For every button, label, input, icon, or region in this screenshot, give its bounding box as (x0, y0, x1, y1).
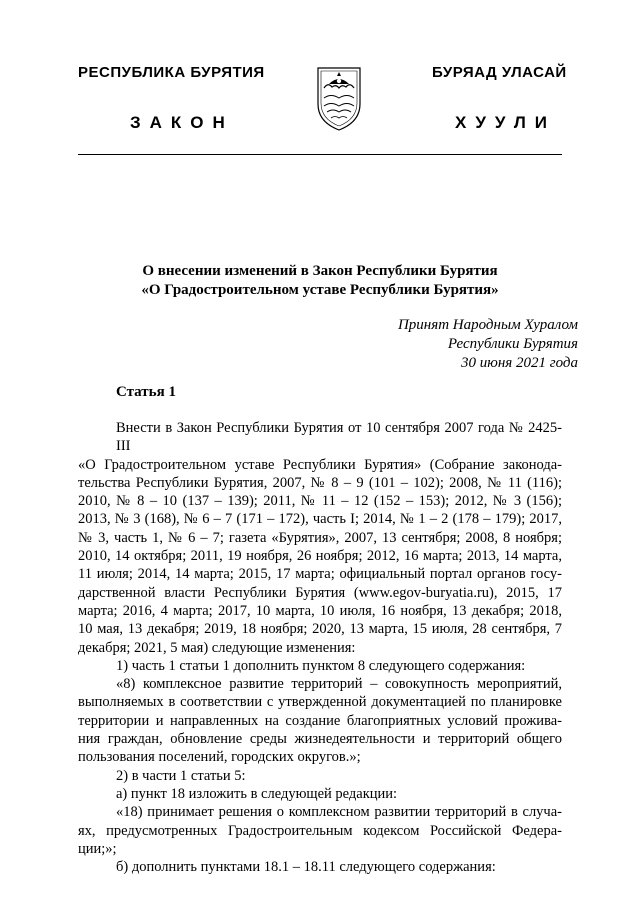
body-line: «8) комплексное развитие территорий – совокупность мероприятий, (116, 676, 562, 693)
body-line: ния граждан, обновление среды жизнедеятельности и территорий общего (78, 731, 562, 748)
body-line: 1) часть 1 статьи 1 дополнить пунктом 8 следующего содержания: (116, 657, 526, 674)
header-law-bur: ХУУЛИ (455, 113, 556, 132)
header-republic-ru: РЕСПУБЛИКА БУРЯТИЯ (78, 64, 265, 81)
body-line: дарственной власти Республики Бурятия (www.egov-buryatia.ru), 2015, 17 (78, 584, 562, 601)
adoption-note (300, 316, 578, 373)
body-line: № 3, часть 1, № 6 – 7; газета «Бурятия», 2007, 13 сентября; 2008, 8 ноября; (78, 529, 562, 546)
adoption-date: 30 июня 2021 года (461, 355, 578, 371)
body-line: «18) принимает решения о комплексном развитии территорий в случа- (116, 804, 562, 821)
adoption-note-line: Принят Народным Хуралом (397, 317, 578, 333)
body-line: б) дополнить пунктами 18.1 – 18.11 следующего содержания: (116, 859, 496, 876)
body-line: территории и направленных на создание благоприятных условий прожива- (78, 712, 562, 729)
header-law-ru: ЗАКОН (130, 113, 234, 132)
body-line: Внести в Закон Республики Бурятия от 10 сентября 2007 года № 2425-III (116, 420, 562, 455)
body-line: 2010, 14 октября; 2011, 19 ноября, 26 ноября; 2012, 16 марта; 2013, 14 марта, (78, 548, 562, 565)
body-line: ях, предусмотренных Градостроительным кодексом Российской Федера- (78, 822, 562, 839)
adoption-note-line: Республики Бурятия (447, 336, 578, 352)
law-title-line: «О Градостроительном уставе Республики Бурятия» (141, 282, 499, 298)
coat-of-arms-icon (314, 60, 364, 132)
body-line: тельства Республики Бурятия, 2007, № 8 – 9 (101 – 102); 2008, № 11 (116); (78, 474, 562, 491)
body-line: 2010, № 8 – 10 (137 – 139); 2011, № 11 – 12 (152 – 153); 2012, № 3 (156); (78, 493, 562, 510)
article-body (78, 419, 562, 876)
header-republic-bur: БУРЯАД УЛАСАЙ (432, 64, 567, 81)
header-divider (78, 154, 562, 155)
body-line: 2) в части 1 статьи 5: (116, 767, 246, 784)
body-line: ции;»; (78, 840, 117, 857)
body-line: марта; 2016, 4 марта; 2017, 10 марта, 10 июля, 16 ноября, 13 декабря; 2018, (78, 602, 562, 619)
body-line: пользования поселений, городских округов.»; (78, 749, 361, 766)
body-line: декабря; 2021, 5 мая) следующие изменения: (78, 639, 356, 656)
body-line: выполняемых в соответствии с утвержденной документацией по планировке (78, 694, 562, 711)
body-line: 10 мая, 13 декабря; 2019, 18 ноября; 2020, 13 марта, 15 июля, 28 сентября, 7 (78, 621, 562, 638)
body-line: «О Градостроительном уставе Республики Бурятия» (Собрание законода- (78, 456, 562, 473)
body-line: 2013, № 3 (168), № 6 – 7 (171 – 172), часть I; 2014, № 1 – 2 (178 – 179); 2017, (78, 511, 562, 528)
article-heading: Статья 1 (116, 384, 176, 400)
body-line: 11 июля; 2014, 14 марта; 2015, 17 марта; официальный портал органов госу- (78, 566, 562, 583)
body-line: а) пункт 18 изложить в следующей редакции: (116, 785, 398, 802)
law-title-line: О внесении изменений в Закон Республики Бурятия (142, 263, 498, 279)
law-title (78, 262, 562, 300)
